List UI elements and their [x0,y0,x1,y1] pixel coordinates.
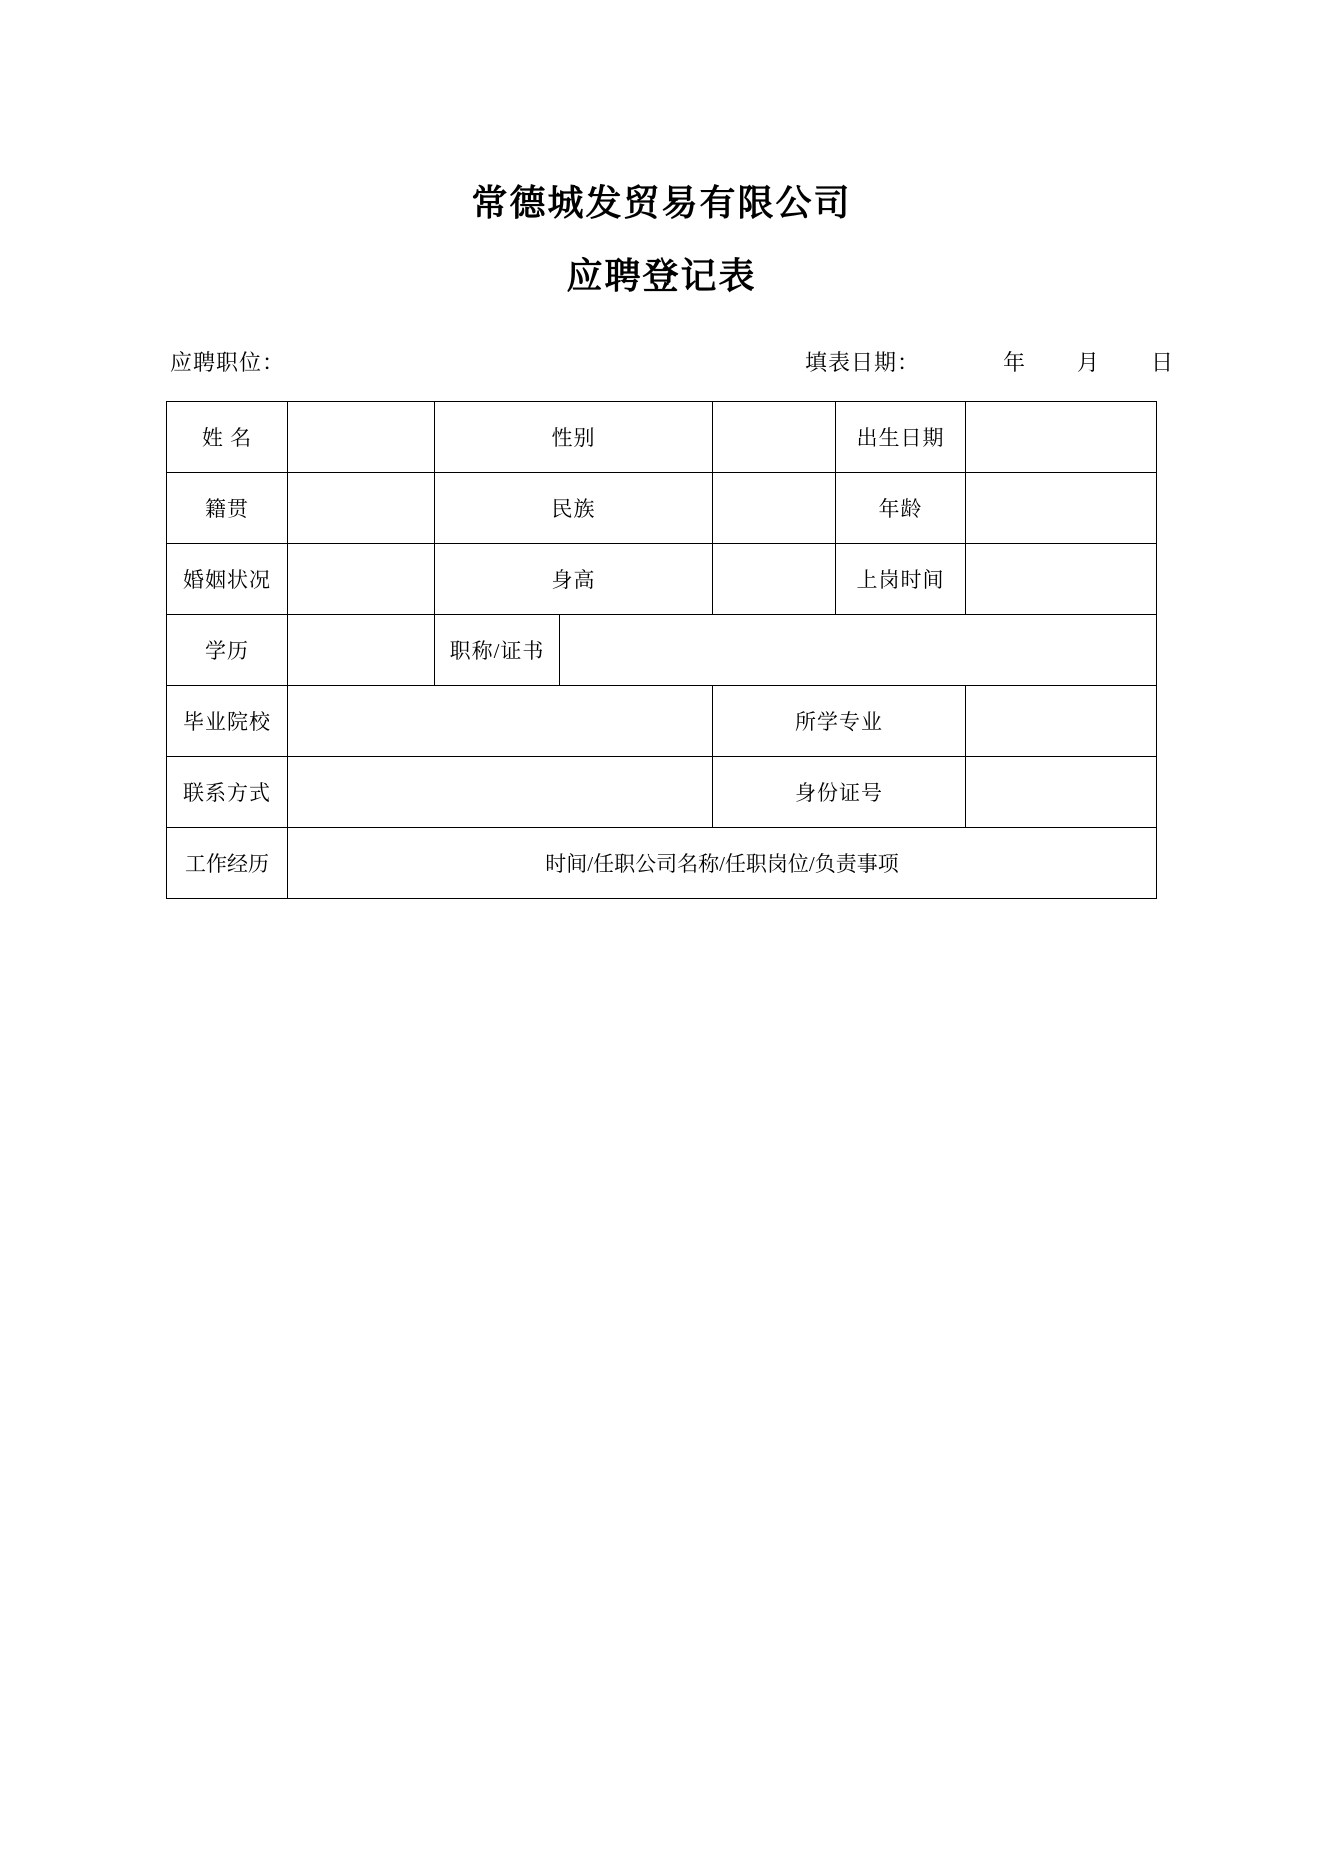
label-gender: 性别 [435,402,713,473]
table-row [167,828,1157,899]
label-ethnicity: 民族 [435,473,713,544]
value-gender[interactable] [713,402,836,473]
label-contact: 联系方式 [167,757,288,828]
value-age[interactable] [966,473,1157,544]
label-height: 身高 [435,544,713,615]
label-id-number: 身份证号 [713,757,966,828]
day-unit-label: 日 [1150,350,1173,375]
value-title-certificate[interactable] [560,615,1157,686]
value-graduated-school[interactable] [288,686,713,757]
label-marital-status: 婚姻状况 [167,544,288,615]
label-major: 所学专业 [713,686,966,757]
value-major[interactable] [966,686,1157,757]
label-start-date: 上岗时间 [836,544,966,615]
table-row [167,686,1157,757]
value-marital-status[interactable] [288,544,435,615]
fill-date-label: 填表日期： [804,350,920,375]
company-name-title: 常德城发贸易有限公司 [471,183,852,223]
value-education[interactable] [288,615,435,686]
label-graduated-school: 毕业院校 [167,686,288,757]
label-age: 年龄 [836,473,966,544]
value-start-date[interactable] [966,544,1157,615]
table-row [167,473,1157,544]
form-name-title: 应聘登记表 [566,256,757,296]
value-name[interactable] [288,402,435,473]
month-unit-label: 月 [1076,350,1099,375]
value-contact[interactable] [288,757,713,828]
form-meta-row [0,346,1323,377]
year-unit-label: 年 [1002,350,1025,375]
applicant-info-table [166,401,1157,899]
label-birth-date: 出生日期 [836,402,966,473]
value-ethnicity[interactable] [713,473,836,544]
fill-date-group [805,346,1173,377]
value-id-number[interactable] [966,757,1157,828]
document-title-block [0,185,1323,294]
value-height[interactable] [713,544,836,615]
value-native-place[interactable] [288,473,435,544]
table-row [167,615,1157,686]
table-row [167,544,1157,615]
label-work-experience: 工作经历 [167,828,288,899]
table-row [167,402,1157,473]
label-native-place: 籍贯 [167,473,288,544]
table-row [167,757,1157,828]
label-name: 姓 名 [167,402,288,473]
label-title-certificate: 职称/证书 [435,615,560,686]
label-education: 学历 [167,615,288,686]
value-birth-date[interactable] [966,402,1157,473]
value-work-experience[interactable]: 时间/任职公司名称/任职岗位/负责事项 [288,828,1157,899]
applied-position-label: 应聘职位： [170,350,286,375]
